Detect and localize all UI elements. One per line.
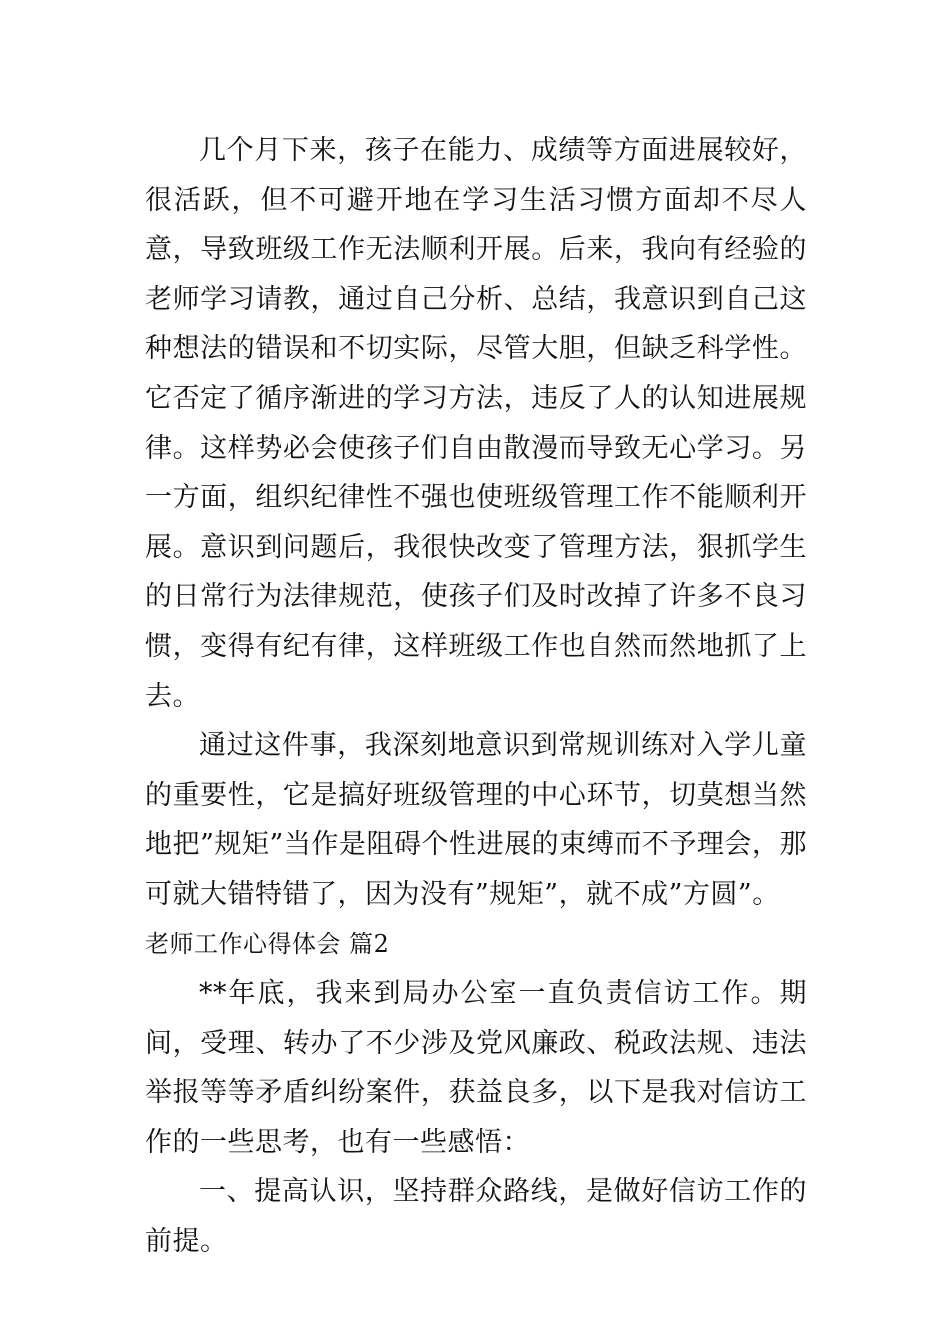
- paragraph-1: 几个月下来，孩子在能力、成绩等方面进展较好，很活跃，但不可避开地在学习生活习惯方面却不尽人意，导致班级工作无法顺利开展。后来，我向有经验的老师学习请教，通过自己分析、总结，我意识到自己这种想法的错误和不切实际，尽管大胆，但缺乏科学性。它否定了循序渐进的学习方法，违反了人的认知进展规律。这样势必会使孩子们自由散漫而导致无心学习。另一方面，组织纪律性不强也使班级管理工作不能顺利开展。意识到问题后，我很快改变了管理方法，狠抓学生的日常行为法律规范，使孩子们及时改掉了许多不良习惯，变得有纪有律，这样班级工作也自然而然地抓了上去。: [145, 135, 807, 712]
- document-body: [145, 126, 807, 1267]
- section-heading: 老师工作心得体会 篇2: [145, 929, 390, 958]
- paragraph-4: 一、提高认识，坚持群众路线，是做好信访工作的前提。: [145, 1176, 807, 1258]
- paragraph-3: **年底，我来到局办公室一直负责信访工作。期间，受理、转办了不少涉及党风廉政、税政法规、违法举报等等矛盾纠纷案件，获益良多，以下是我对信访工作的一些思考，也有一些感悟：: [145, 978, 807, 1158]
- paragraph-2: 通过这件事，我深刻地意识到常规训练对入学儿童的重要性，它是搞好班级管理的中心环节，切莫想当然地把”规矩”当作是阻碍个性进展的束缚而不予理会，那可就大错特错了，因为没有”规矩”，就不成”方圆”。: [145, 730, 807, 910]
